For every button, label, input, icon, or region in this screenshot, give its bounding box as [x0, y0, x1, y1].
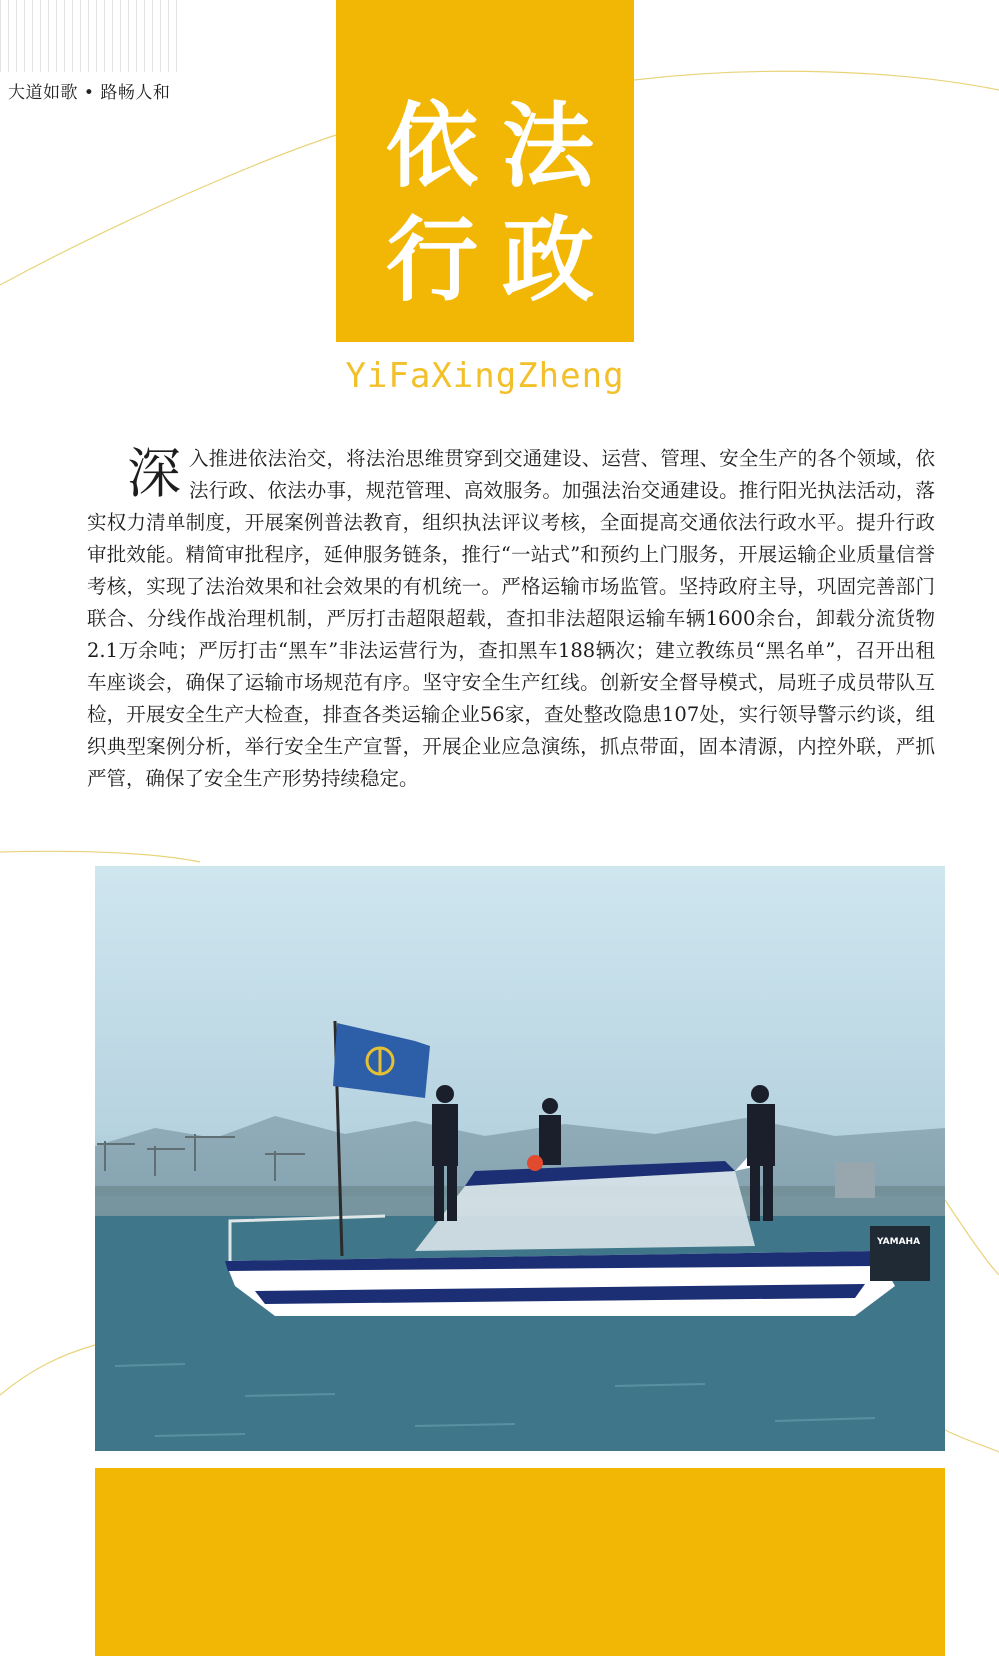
- title-line-2: 行政: [386, 206, 619, 314]
- photo-illustration: [95, 866, 945, 1451]
- title-line-1: 依法: [386, 92, 619, 200]
- article-text: 入推进依法治交，将法治思维贯穿到交通建设、运营、管理、安全生产的各个领域，依法行政、依法办事，规范管理、高效服务。加强法治交通建设。推行阳光执法活动，落实权力清单制度，开展案例普法教育，组织执法评议考核，全面提高交通依法行政水平。提升行政审批效能。精简审批程序，延伸服务链条，推行“一站式”和预约上门服务，开展运输企业质量信誉考核，实现了法治效果和社会效果的有机统一。严格运输市场监管。坚持政府主导，巩固完善部门联合、分线作战治理机制，严厉打击超限超载，查扣非法超限运输车辆1600余台，卸载分流货物2.1万余吨；严厉打击“黑车”非法运营行为，查扣黑车188辆次；建立教练员“黑名单”，召开出租车座谈会，确保了运输市场规范有序。坚守安全生产红线。创新安全督导模式，局班子成员带队互检，开展安全生产大检查，排查各类运输企业56家，查处整改隐患107处，实行领导警示约谈，组织典型案例分析，举行安全生产宣誓，开展企业应急演练，抓点带面，固本清源，内控外联，严抓严管，确保了安全生产形势持续稳定。: [87, 447, 935, 790]
- article-dropcap: 深: [127, 442, 181, 505]
- bottom-color-block: [95, 1468, 945, 1656]
- title-pinyin: YiFaXingZheng: [345, 356, 625, 396]
- article-body: [87, 443, 935, 795]
- patrol-boat-photo: [95, 866, 945, 1451]
- header-tagline: 大道如歌 • 路畅人和: [8, 83, 171, 103]
- title-block: [336, 0, 634, 342]
- header-stripes: [0, 0, 180, 72]
- engine-brand-label: YAMAHA: [877, 1237, 921, 1247]
